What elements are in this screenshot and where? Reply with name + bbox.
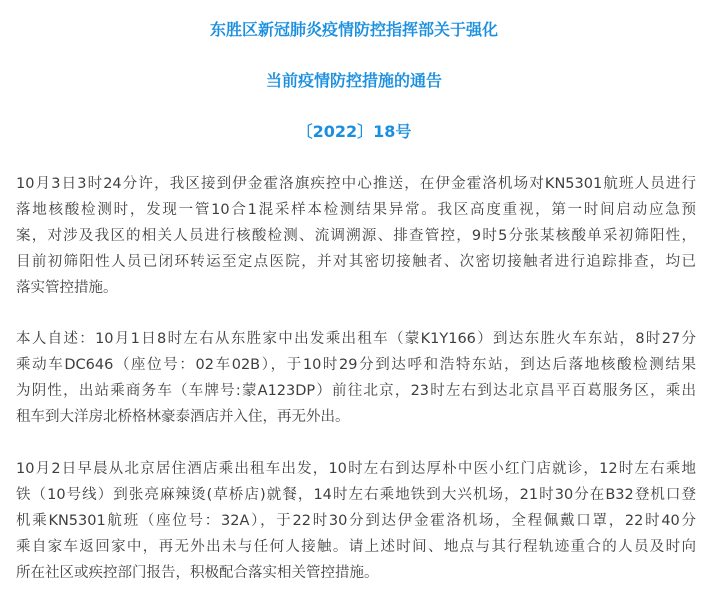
paragraph-line: 落地核酸检测时，发现一管10合1混采样本检测结果异常。我区高度重视，第一时间启动应急预 <box>16 202 696 218</box>
notice-document-number: 〔2022〕18号 <box>296 122 412 141</box>
paragraph-line: 机乘KN5301航班（座位号：32A），于22时30分到达伊金霍洛机场，全程佩戴口罩，22时40分 <box>16 513 696 529</box>
paragraph-line: 租车到大洋房北桥格林豪泰酒店并入住，再无外出。 <box>16 409 350 425</box>
paragraph-line: 乘动车DC646（座位号：02车02B），于10时29分到达呼和浩特东站，到达后落地核酸检测结果 <box>16 357 696 373</box>
paragraph-line: 10月3日3时24分许，我区接到伊金霍洛旗疾控中心推送，在伊金霍洛机场对KN5301航班人员进行 <box>16 176 696 192</box>
paragraph-line: 目前初筛阳性人员已闭环转运至定点医院，并对其密切接触者、次密切接触者进行追踪排查，均已 <box>16 254 696 270</box>
paragraph-line: 乘自家车返回家中，再无外出未与任何人接触。请上述时间、地点与其行程轨迹重合的人员及时向 <box>16 539 696 555</box>
paragraph-line: 10月2日早晨从北京居住酒店乘出租车出发，10时左右到达厚朴中医小红门店就诊，12时左右乘地 <box>16 461 696 477</box>
paragraph-line: 为阴性，出站乘商务车（车牌号:蒙A123DP）前往北京，23时左右到达北京昌平百葛服务区，乘出 <box>16 383 696 399</box>
notice-title-line-1: 东胜区新冠肺炎疫情防控指挥部关于强化 <box>209 20 498 39</box>
paragraph-line: 案，对涉及我区的相关人员进行核酸检测、流调溯源、排查管控，9时5分张某核酸单采初筛阳性， <box>16 228 696 244</box>
paragraph-line: 本人自述：10月1日8时左右从东胜家中出发乘出租车（蒙K1Y166）到达东胜火车东站，8时27分 <box>16 331 696 347</box>
paragraph-line: 落实管控措施。 <box>16 280 118 296</box>
notice-title-line-2: 当前疫情防控措施的通告 <box>265 71 442 90</box>
paragraph-line: 铁（10号线）到张亮麻辣烫(草桥店)就餐，14时左右乘地铁到大兴机场，21时30分在B32登机口登 <box>16 487 696 503</box>
paragraph-line: 所在社区或疾控部门报告，积极配合落实相关管控措施。 <box>16 565 379 581</box>
